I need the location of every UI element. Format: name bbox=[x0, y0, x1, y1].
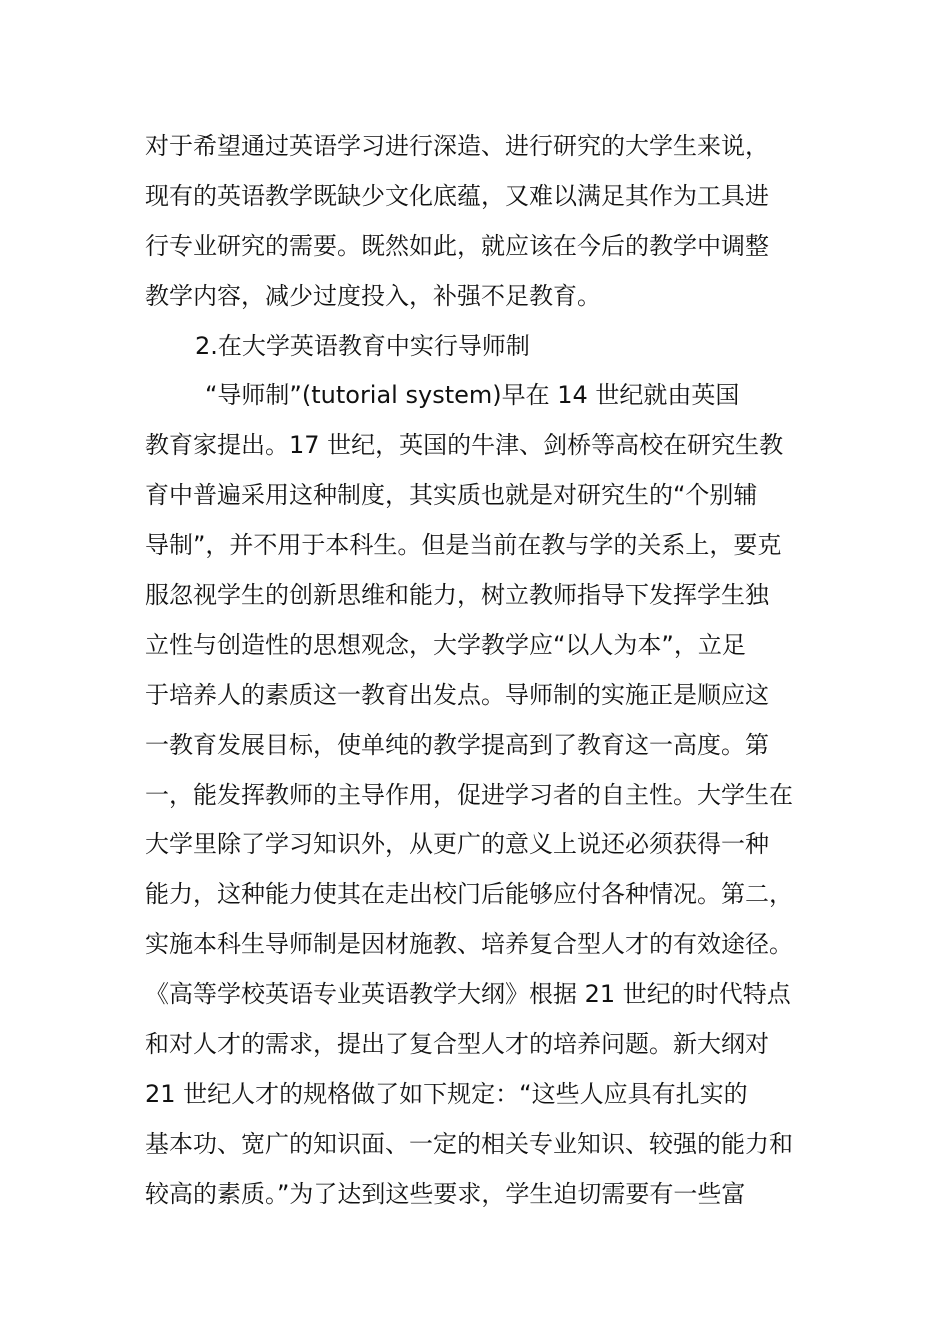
text-line: 育中普遍采用这种制度，其实质也就是对研究生的“个别辅 bbox=[145, 481, 758, 510]
text-line: 和对人才的需求，提出了复合型人才的培养问题。新大纲对 bbox=[145, 1030, 769, 1059]
text-line: 于培养人的素质这一教育出发点。导师制的实施正是顺应这 bbox=[145, 680, 769, 709]
text-line: 导制”，并不用于本科生。但是当前在教与学的关系上，要克 bbox=[145, 531, 782, 560]
text-line: 对于希望通过英语学习进行深造、进行研究的大学生来说， bbox=[145, 132, 769, 160]
text-line: 立性与创造性的思想观念，大学教学应“以人为本”，立足 bbox=[145, 630, 746, 659]
text-line: 实施本科生导师制是因材施教、培养复合型人才的有效途径。 bbox=[145, 930, 793, 959]
text-line: 基本功、宽广的知识面、一定的相关专业知识、较强的能力和 bbox=[145, 1129, 793, 1158]
text-line: 现有的英语教学既缺少文化底蕴，又难以满足其作为工具进 bbox=[145, 181, 769, 210]
text-line: 一，能发挥教师的主导作用，促进学习者的自主性。大学生在 bbox=[145, 780, 793, 809]
document-body bbox=[145, 122, 845, 1220]
text-line: 能力，这种能力使其在走出校门后能够应付各种情况。第二， bbox=[145, 880, 793, 909]
text-line: 服忽视学生的创新思维和能力，树立教师指导下发挥学生独 bbox=[145, 581, 769, 610]
text-line: 一教育发展目标，使单纯的教学提高到了教育这一高度。第 bbox=[145, 730, 769, 759]
section-heading: 2.在大学英语教育中实行导师制 bbox=[195, 331, 530, 360]
text-line: 较高的素质。”为了达到这些要求，学生迫切需要有一些富 bbox=[145, 1179, 746, 1208]
text-line: 21 世纪人才的规格做了如下规定：“这些人应具有扎实的 bbox=[145, 1079, 748, 1108]
text-line: 行专业研究的需要。既然如此，就应该在今后的教学中调整 bbox=[145, 231, 769, 260]
text-line: 教育家提出。17 世纪，英国的牛津、剑桥等高校在研究生教 bbox=[145, 431, 784, 460]
paragraph-first-line: “导师制”(tutorial system)早在 14 世纪就由英国 bbox=[205, 381, 740, 410]
text-line: 大学里除了学习知识外，从更广的意义上说还必须获得一种 bbox=[145, 830, 769, 859]
text-line: 《高等学校英语专业英语教学大纲》根据 21 世纪的时代特点 bbox=[145, 980, 791, 1009]
text-line: 教学内容，减少过度投入，补强不足教育。 bbox=[145, 281, 601, 310]
